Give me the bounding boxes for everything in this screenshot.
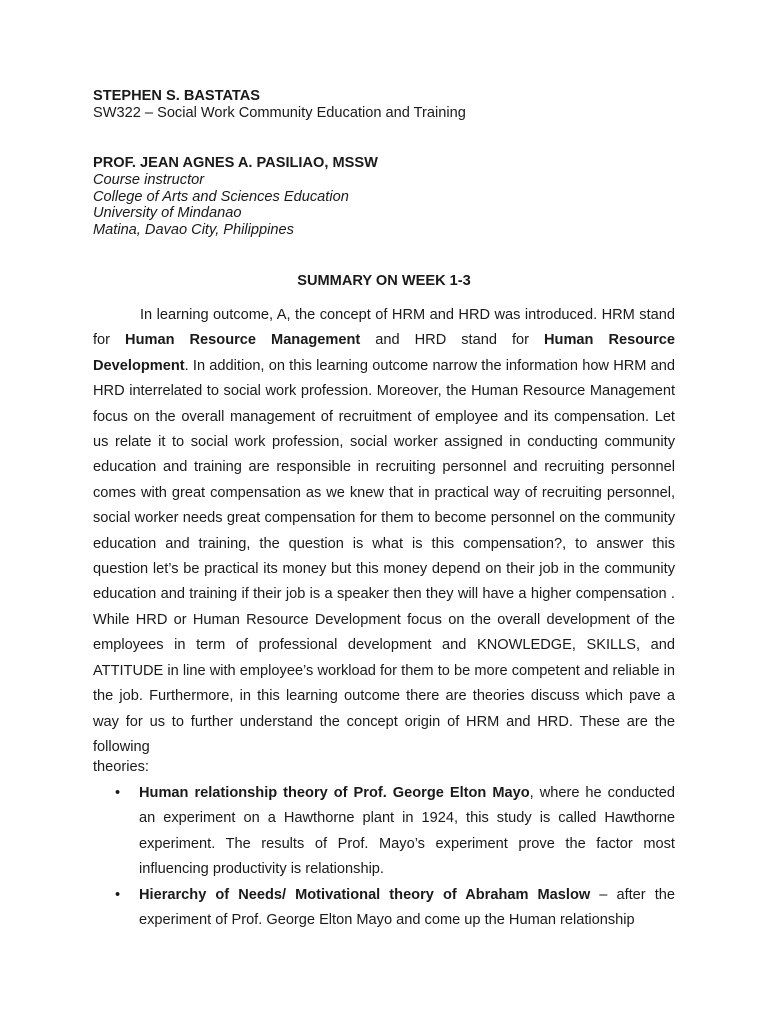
theory-description: , where he conducted an experiment on a Hawthorne plant in 1924, this study is called Hawthorne experiment. The results of Prof. Mayo’s experiment prove the factor most influencing productivity is relationship. [139,785,676,878]
bullet-icon: • [115,785,121,801]
theories-label: theories: [93,759,149,775]
paragraph-part-2: and HRD stand for [360,332,544,349]
document-title: SUMMARY ON WEEK 1-3 [297,273,471,289]
term-hrm: Human Resource Management [125,332,361,349]
list-item [93,883,675,934]
theory-name: Hierarchy of Needs/ Motivational theory of Abraham Maslow [139,886,591,903]
instructor-block [93,155,693,239]
theories-list [93,781,675,933]
location-line: Matina, Davao City, Philippines [93,222,294,239]
paragraph-part-1: In learning outcome, A, the concept of HRM and HRD was introduced. HRM stand for [93,307,675,349]
theory-name: Human relationship theory of Prof. George Elton Mayo [139,785,530,801]
student-name: STEPHEN S. BASTATAS [93,88,261,104]
professor-name: PROF. JEAN AGNES A. PASILIAO, MSSW [93,155,378,171]
university-name: University of Mindanao [93,205,242,222]
paragraph-part-3: . In addition, on this learning outcome narrow the information how HRM and HRD interrelated to social work profession. Moreover, the Human Resource Management focus on the overall management of recruitment of employee and its compensation. Let us relate it to social work profession, social worker assigned in conducting community education and training are responsible in recruiting personnel and recruiting personnel comes with great compensation as we knew that in practical way of recruiting personnel, social worker needs great compensation for them to become personnel on the community education and training, the question is what is this compensation?, to answer this question let’s be practical its money but this money depend on their job in the community education and training if their job is a speaker then they will have a higher compensation . While HRD or Human Resource Development focus on the overall development of the employees in term of professional development and KNOWLEDGE, SKILLS, and ATTITUDE in line with employee’s workload for them to be more competent and reliable in the job. Furthermore, in this learning outcome there are theories discuss which pave a way for us to further understand the concept origin of HRM and HRD. These are the following [93,357,675,755]
summary-paragraph [93,303,675,760]
theory-description: – after the experiment of Prof. George Elton Mayo and come up the Human relationship [139,886,675,929]
term-hrd: Human Resource Development [93,332,675,374]
list-item [93,781,675,883]
bullet-icon: • [115,886,121,903]
college-name: College of Arts and Sciences Education [93,188,349,205]
course-line: SW322 – Social Work Community Education and Training [93,104,466,121]
instructor-role: Course instructor [93,171,205,188]
author-block [93,88,693,122]
